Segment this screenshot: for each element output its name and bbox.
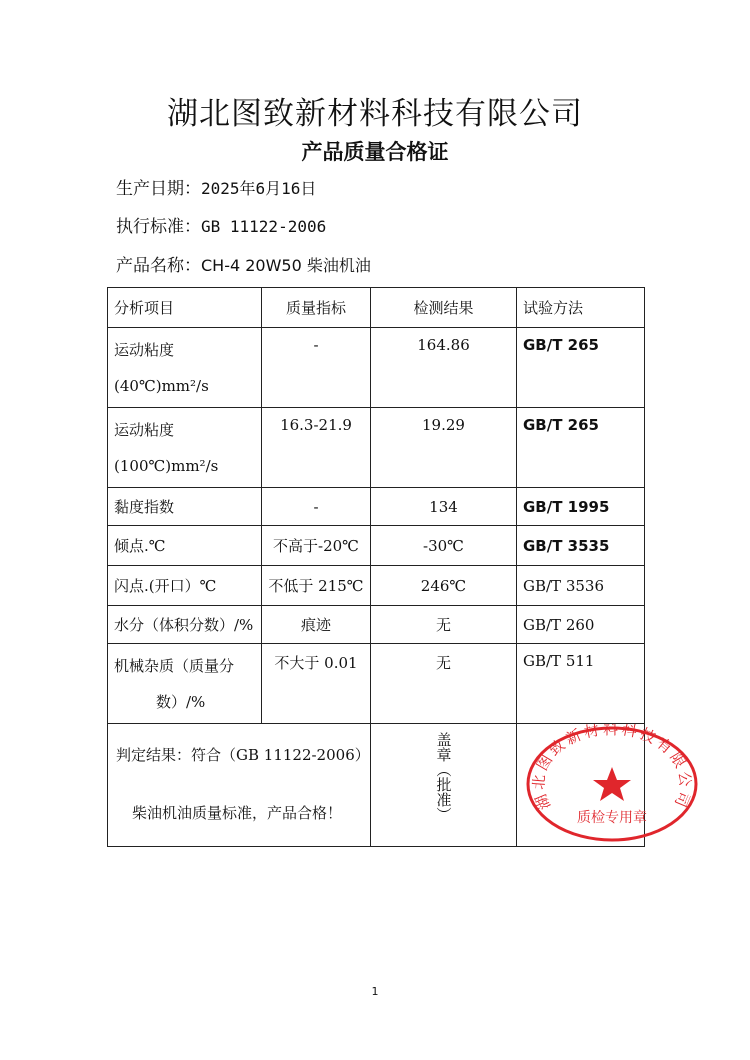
seal-bottom-text: 质检专用章	[577, 810, 647, 826]
row-item: 机械杂质（质量分 数）/%	[108, 644, 262, 724]
row-result: 134	[371, 488, 517, 526]
execution-standard-value: GB 11122-2006	[201, 217, 327, 236]
seal-cell	[517, 724, 695, 847]
production-date-label: 生产日期：	[116, 179, 201, 199]
execution-standard-label: 执行标准：	[116, 217, 201, 237]
row-method: GB/T 3536	[517, 566, 645, 606]
table-row	[108, 566, 645, 606]
row-result: 164.86	[371, 328, 517, 408]
quality-seal-stamp	[517, 724, 707, 842]
execution-standard	[116, 212, 326, 237]
judgement-line-1: 判定结果：符合（GB 11122-2006）	[116, 746, 370, 764]
quality-table	[107, 287, 695, 847]
row-result: 无	[371, 644, 517, 724]
row-result: -30℃	[371, 526, 517, 566]
row-result: 无	[371, 606, 517, 644]
production-date	[116, 174, 316, 199]
row-spec: 16.3-21.9	[262, 408, 371, 488]
row-item: 运动粘度 (100℃)mm²/s	[108, 408, 262, 488]
table-row	[108, 526, 645, 566]
certificate-title: 产品质量合格证	[301, 140, 449, 164]
company-name: 湖北图致新材料科技有限公司	[167, 96, 583, 132]
judgement-cell	[108, 724, 371, 847]
row-spec: 不大于 0.01	[262, 644, 371, 724]
table-header-row	[108, 288, 645, 328]
product-name-value: CH-4 20W50 柴油机油	[201, 256, 371, 275]
row-item: 水分（体积分数）/%	[108, 606, 262, 644]
stamp-label: 盖章（批准）	[434, 732, 453, 822]
row-result: 19.29	[371, 408, 517, 488]
row-spec: 痕迹	[262, 606, 371, 644]
header-spec: 质量指标	[262, 288, 371, 328]
judgement-row	[108, 724, 645, 847]
header-result: 检测结果	[371, 288, 517, 328]
seal-arc-text: 湖北图致新材料科技有限公司	[529, 724, 695, 813]
row-spec: 不高于-20℃	[262, 526, 371, 566]
seal-star-icon	[593, 767, 631, 801]
row-item: 闪点.(开口）℃	[108, 566, 262, 606]
row-method: GB/T 265	[517, 328, 645, 408]
row-method: GB/T 511	[517, 644, 645, 724]
page-number: 1	[371, 985, 379, 998]
table-row	[108, 408, 645, 488]
product-name	[116, 251, 371, 276]
row-item: 黏度指数	[108, 488, 262, 526]
stamp-label-cell	[371, 724, 517, 847]
product-name-label: 产品名称：	[116, 256, 201, 276]
table-row	[108, 644, 645, 724]
row-spec: -	[262, 328, 371, 408]
table-row	[108, 606, 645, 644]
judgement-line-2: 柴油机油质量标准，产品合格！	[132, 804, 343, 822]
row-method: GB/T 1995	[517, 488, 645, 526]
table-row	[108, 488, 645, 526]
row-method: GB/T 265	[517, 408, 645, 488]
header-method: 试验方法	[517, 288, 645, 328]
row-spec: 不低于 215℃	[262, 566, 371, 606]
row-spec: -	[262, 488, 371, 526]
production-date-value: 2025年6月16日	[201, 179, 317, 198]
row-method: GB/T 260	[517, 606, 645, 644]
row-item: 运动粘度 (40℃)mm²/s	[108, 328, 262, 408]
table-row	[108, 328, 645, 408]
header-item: 分析项目	[108, 288, 262, 328]
row-result: 246℃	[371, 566, 517, 606]
row-item: 倾点.℃	[108, 526, 262, 566]
row-method: GB/T 3535	[517, 526, 645, 566]
